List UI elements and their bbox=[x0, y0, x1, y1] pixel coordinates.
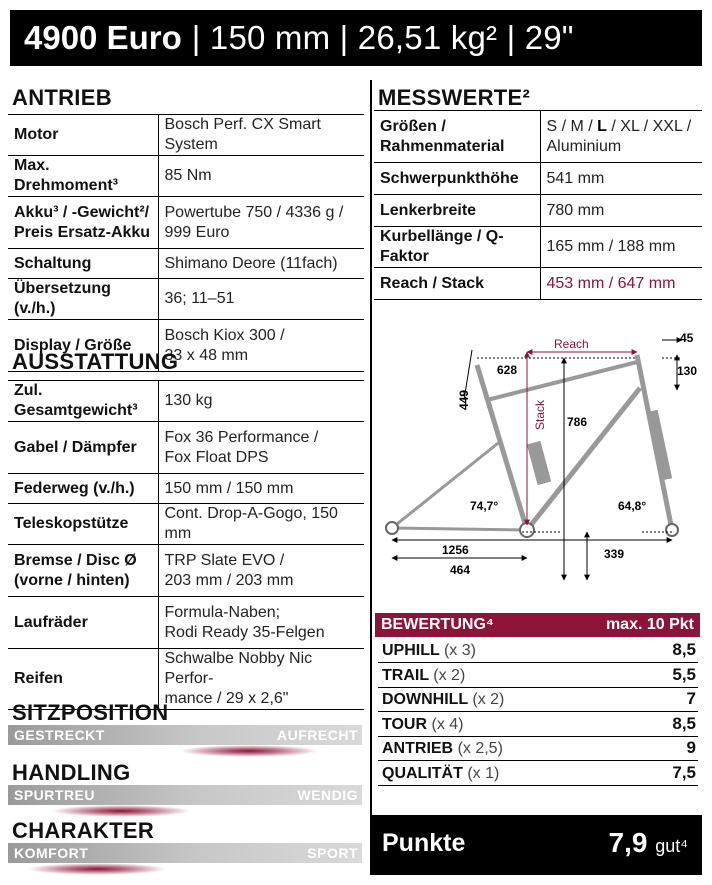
messwerte-value: 780 mm bbox=[540, 195, 702, 227]
antrieb-value: Shimano Deore (11fach) bbox=[158, 249, 364, 279]
dim-786: 786 bbox=[567, 415, 588, 429]
total-label: Punkte bbox=[382, 829, 466, 857]
rating-score: 8,5 bbox=[672, 640, 696, 659]
groessen-value: S / M / L / XL / XXL / Aluminium bbox=[540, 111, 702, 163]
antrieb-row bbox=[8, 279, 364, 320]
rating-row bbox=[378, 712, 698, 737]
label-stack: Stack bbox=[533, 399, 547, 430]
ausstattung-row bbox=[8, 381, 364, 422]
ausstattung-label: Federweg (v./h.) bbox=[8, 474, 158, 504]
antrieb-row bbox=[8, 197, 364, 249]
rating-score: 9 bbox=[686, 738, 696, 757]
bewertung-header bbox=[375, 613, 700, 637]
rating-score: 5,5 bbox=[672, 664, 696, 684]
rating-score: 7,5 bbox=[672, 762, 696, 782]
bewertung-max: max. 10 Pkt bbox=[605, 616, 694, 633]
messwerte-label: Lenkerbreite bbox=[374, 195, 540, 227]
dim-339: 339 bbox=[604, 547, 625, 561]
rating-score: 8,5 bbox=[672, 713, 696, 733]
meter-left-label: GESTRECKT bbox=[14, 727, 105, 743]
groessen-label: Größen / Rahmenmaterial bbox=[374, 111, 540, 163]
meter-marker bbox=[51, 805, 191, 817]
rating-score: 7 bbox=[686, 689, 696, 708]
antrieb-value: Bosch Perf. CX Smart System bbox=[158, 115, 364, 156]
ausstattung-label: Teleskopstütze bbox=[8, 504, 158, 545]
rating-row bbox=[378, 761, 698, 786]
messwerte-row bbox=[374, 268, 702, 300]
messwerte-label: Reach / Stack bbox=[374, 268, 540, 300]
shock-shape bbox=[527, 441, 551, 485]
dim-130: 130 bbox=[677, 364, 698, 378]
rating-name: QUALITÄT (x 1) bbox=[382, 764, 500, 782]
antrieb-label: Akku³ / -Gewicht²/ Preis Ersatz-Akku bbox=[8, 197, 158, 249]
messwerte-value: 453 mm / 647 mm bbox=[540, 268, 702, 300]
antrieb-row bbox=[8, 249, 364, 279]
meter-title: SITZPOSITION bbox=[12, 700, 169, 725]
meter-left-label: KOMFORT bbox=[14, 845, 89, 861]
messwerte-label: Schwerpunkthöhe bbox=[374, 163, 540, 195]
ausstattung-label: Bremse / Disc Ø (vorne / hinten) bbox=[8, 545, 158, 597]
antrieb-value: 36; 11–51 bbox=[158, 279, 364, 320]
dim-1256: 1256 bbox=[442, 543, 469, 557]
meter-right-label: SPORT bbox=[307, 845, 358, 861]
ausstattung-value: 150 mm / 150 mm bbox=[158, 474, 364, 504]
angle-747: 74,7° bbox=[470, 499, 499, 513]
ausstattung-value: Cont. Drop-A-Gogo, 150 mm bbox=[158, 504, 364, 545]
meter-right-label: WENDIG bbox=[297, 787, 358, 803]
ausstattung-value: Fox 36 Performance / Fox Float DPS bbox=[158, 422, 364, 474]
antrieb-value: 85 Nm bbox=[158, 156, 364, 197]
meter-title: HANDLING bbox=[12, 760, 131, 785]
rating-row bbox=[378, 663, 698, 688]
rating-weight: (x 2,5) bbox=[457, 740, 503, 757]
ausstattung-value: Formula-Naben; Rodi Ready 35-Felgen bbox=[158, 597, 364, 649]
ausstattung-row bbox=[8, 504, 364, 545]
angle-648: 64,8° bbox=[618, 499, 647, 513]
rating-name: TRAIL (x 2) bbox=[382, 666, 466, 684]
messwerte-row bbox=[374, 227, 702, 268]
ausstattung-table bbox=[8, 380, 364, 710]
dim-628: 628 bbox=[497, 363, 518, 377]
dim-464: 464 bbox=[450, 563, 471, 577]
rating-name: TOUR (x 4) bbox=[382, 715, 464, 733]
antrieb-table bbox=[8, 114, 364, 372]
rating-name: DOWNHILL (x 2) bbox=[382, 691, 505, 708]
antrieb-label: Übersetzung (v./h.) bbox=[8, 279, 158, 320]
rating-row bbox=[378, 687, 698, 712]
rating-name: ANTRIEB (x 2,5) bbox=[382, 740, 503, 757]
rating-weight: (x 3) bbox=[443, 642, 476, 659]
dim-45: 45 bbox=[680, 331, 694, 345]
meter-left-label: SPURTREU bbox=[14, 787, 96, 803]
antrieb-label: Display / Größe bbox=[8, 320, 158, 372]
label-reach: Reach bbox=[554, 337, 589, 351]
meter-bar bbox=[8, 785, 362, 805]
meter-marker bbox=[27, 863, 167, 875]
rating-row bbox=[378, 736, 698, 761]
rating-name: UPHILL (x 3) bbox=[382, 642, 476, 659]
antrieb-label: Motor bbox=[8, 115, 158, 156]
geometry-drawing bbox=[372, 300, 702, 600]
ausstattung-label: Zul. Gesamtgewicht³ bbox=[8, 381, 158, 422]
mess-row-groessen bbox=[374, 111, 702, 163]
meter-bar bbox=[8, 843, 362, 863]
antrieb-label: Max. Drehmoment³ bbox=[8, 156, 158, 197]
price: 4900 Euro bbox=[24, 19, 182, 56]
antrieb-label: Schaltung bbox=[8, 249, 158, 279]
messwerte-value: 541 mm bbox=[540, 163, 702, 195]
meter-title: CHARAKTER bbox=[12, 818, 155, 843]
ausstattung-label: Gabel / Dämpfer bbox=[8, 422, 158, 474]
header-bar bbox=[10, 10, 702, 66]
ausstattung-row bbox=[8, 422, 364, 474]
meter-marker bbox=[179, 745, 319, 757]
ausstattung-value: TRP Slate EVO / 203 mm / 203 mm bbox=[158, 545, 364, 597]
antrieb-value: Bosch Kiox 300 / 33 x 48 mm bbox=[158, 320, 364, 372]
antrieb-row bbox=[8, 156, 364, 197]
meter-right-label: AUFRECHT bbox=[277, 727, 358, 743]
ausstattung-row bbox=[8, 474, 364, 504]
ausstattung-label: Reifen bbox=[8, 649, 158, 710]
messwerte-row bbox=[374, 195, 702, 227]
ausstattung-value: 130 kg bbox=[158, 381, 364, 422]
antrieb-title: ANTRIEB bbox=[12, 85, 112, 110]
bewertung-title: BEWERTUNG⁴ bbox=[381, 616, 494, 633]
messwerte-label: Kurbellänge / Q-Faktor bbox=[374, 227, 540, 268]
ausstattung-row bbox=[8, 545, 364, 597]
messwerte-row bbox=[374, 163, 702, 195]
ausstattung-title: AUSSTATTUNG bbox=[12, 349, 179, 374]
antrieb-row bbox=[8, 115, 364, 156]
rating-weight: (x 4) bbox=[431, 715, 464, 733]
rating-weight: (x 2) bbox=[472, 691, 505, 708]
antrieb-value: Powertube 750 / 4336 g / 999 Euro bbox=[158, 197, 364, 249]
messwerte-value: 165 mm / 188 mm bbox=[540, 227, 702, 268]
messwerte-table bbox=[374, 110, 702, 300]
ausstattung-label: Laufräder bbox=[8, 597, 158, 649]
header-specs: | 150 mm | 26,51 kg² | 29" bbox=[191, 19, 574, 56]
ausstattung-value: Schwalbe Nobby Nic Perfor- mance / 29 x 2,6" bbox=[158, 649, 364, 710]
rating-row bbox=[378, 638, 698, 663]
meter-bar bbox=[8, 725, 362, 745]
ausstattung-row bbox=[8, 597, 364, 649]
total-bar bbox=[370, 815, 702, 875]
dim-449: 449 bbox=[457, 389, 471, 410]
messwerte-title: MESSWERTE² bbox=[378, 85, 531, 110]
rating-weight: (x 1) bbox=[467, 764, 500, 782]
total-value: 7,9 gut⁴ bbox=[608, 827, 688, 858]
rating-weight: (x 2) bbox=[433, 666, 466, 684]
